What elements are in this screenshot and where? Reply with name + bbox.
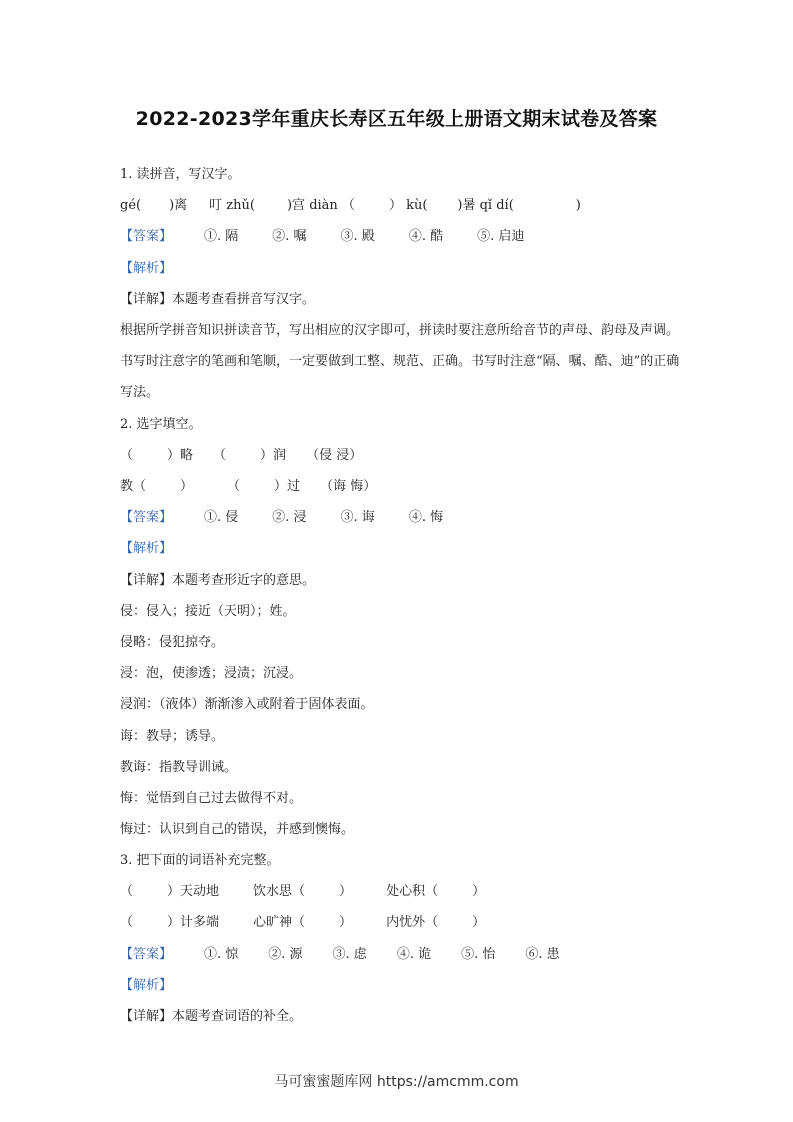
page-title: 2022-2023学年重庆长寿区五年级上册语文期末试卷及答案 [135, 108, 658, 130]
q2-note: 悔过：认识到自己的错误，并感到懊悔。 [120, 822, 355, 837]
q2-note: 诲：教导；诱导。 [120, 729, 225, 744]
q2-detail: 【详解】本题考查形近字的意思。 [120, 573, 316, 588]
q3-question: 3. 把下面的词语补充完整。 [120, 853, 280, 868]
q2-row1: （ ）略 （ ）润 （侵 浸） [120, 448, 363, 463]
q2-note: 浸：泡，使渗透；浸渍；沉浸。 [120, 666, 303, 681]
q1-question: 1. 读拼音，写汉字。 [120, 167, 241, 182]
q3-answer: 【答案】 ①. 惊 ②. 源 ③. 虑 ④. 诡 ⑤. 怡 ⑥. 患 [120, 947, 560, 962]
q1-analysis-label: 【解析】 [120, 261, 173, 276]
q2-note: 悔：觉悟到自己过去做得不对。 [120, 791, 303, 806]
q3-row2: （ ）计多端 心旷神（ ） 内忧外（ ） [120, 915, 486, 930]
footer-watermark: 马可蜜蜜题库网 https://amcmm.com [274, 1074, 519, 1090]
answer-label: 【答案】 [120, 947, 173, 962]
q3-analysis-label: 【解析】 [120, 978, 173, 993]
q2-question: 2. 选字填空。 [120, 417, 202, 432]
q1-pinyin-prompt: gé( )离 叮 zhǔ( )宫 diàn （ ） kù( )暑 qǐ dí( ) [120, 198, 581, 213]
answer-label: 【答案】 [120, 510, 173, 525]
q1-answer: 【答案】 ①. 隔 ②. 嘱 ③. 殿 ④. 酷 ⑤. 启迪 [120, 229, 525, 244]
q3-row1: （ ）天动地 饮水思（ ） 处心积（ ） [120, 884, 486, 899]
q2-analysis-label: 【解析】 [120, 541, 173, 556]
q2-note: 教诲：指教导训诫。 [120, 760, 238, 775]
q1-explanation: 根据所学拼音知识拼读音节，写出相应的汉字即可，拼读时要注意所给音节的声母、韵母及声调。书写时注意字的笔画和笔顺，一定要做到工整、规范、正确。书写时注意“隔、嘱、酷、迪”的正确写法。 [120, 323, 680, 400]
q2-answer: 【答案】 ①. 侵 ②. 浸 ③. 诲 ④. 悔 [120, 510, 444, 525]
q2-row2: 教（ ） （ ）过 （诲 悔） [120, 479, 377, 494]
answer-label: 【答案】 [120, 229, 173, 244]
q2-note: 浸润：（液体）渐渐渗入或附着于固体表面。 [120, 697, 374, 712]
q3-detail: 【详解】本题考查词语的补全。 [120, 1009, 303, 1024]
q2-note: 侵略：侵犯掠夺。 [120, 635, 225, 650]
q2-note: 侵：侵入；接近（天明）；姓。 [120, 604, 296, 619]
q1-detail: 【详解】本题考查看拼音写汉字。 [120, 292, 316, 307]
